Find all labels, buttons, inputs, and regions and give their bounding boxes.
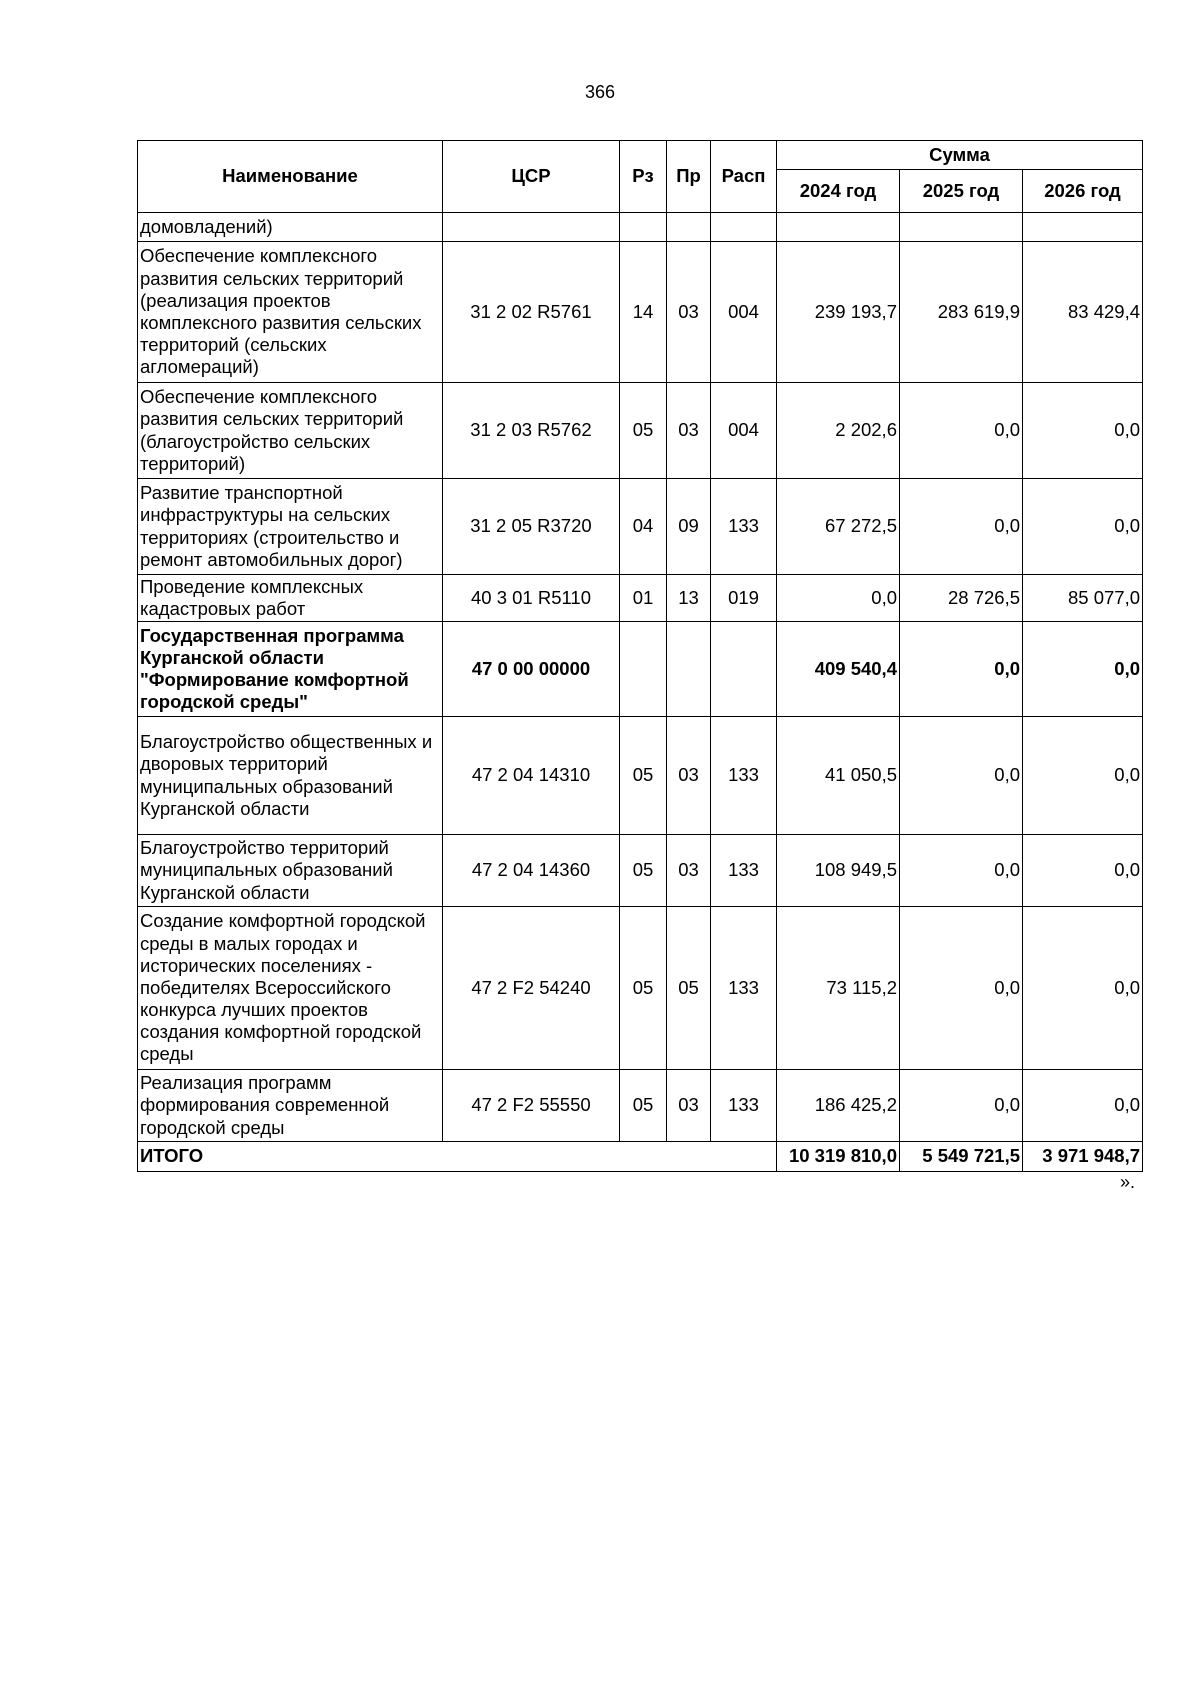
cell-2025: [900, 213, 1023, 242]
cell-2024: 41 050,5: [777, 717, 900, 835]
cell-rasp: 004: [711, 242, 777, 383]
table-row: [138, 622, 1143, 717]
cell-pr: [667, 213, 711, 242]
cell-rasp: [711, 622, 777, 717]
cell-2024: 108 949,5: [777, 835, 900, 907]
cell-2025: 0,0: [900, 479, 1023, 575]
cell-name: Государственная программа Курганской области "Формирование комфортной городской среды": [138, 622, 443, 717]
table-header: [138, 141, 1143, 213]
cell-2026: 0,0: [1023, 479, 1143, 575]
cell-pr: 03: [667, 242, 711, 383]
table-row: [138, 907, 1143, 1070]
cell-2026: 0,0: [1023, 622, 1143, 717]
cell-2026: 85 077,0: [1023, 575, 1143, 622]
cell-rz: [620, 213, 667, 242]
cell-pr: 05: [667, 907, 711, 1070]
cell-name: Благоустройство территорий муниципальных образований Курганской области: [138, 835, 443, 907]
cell-csr: 47 2 F2 55550: [443, 1070, 620, 1142]
cell-csr: 47 2 F2 54240: [443, 907, 620, 1070]
cell-rasp: 133: [711, 907, 777, 1070]
cell-rz: 04: [620, 479, 667, 575]
cell-2025: 283 619,9: [900, 242, 1023, 383]
cell-pr: 03: [667, 383, 711, 479]
cell-2025: 0,0: [900, 717, 1023, 835]
header-2026: 2026 год: [1023, 170, 1143, 213]
cell-rasp: 133: [711, 479, 777, 575]
total-label: ИТОГО: [138, 1142, 777, 1172]
cell-2026: 0,0: [1023, 907, 1143, 1070]
table-row: [138, 717, 1143, 835]
cell-rz: 14: [620, 242, 667, 383]
cell-rasp: 004: [711, 383, 777, 479]
cell-2026: 0,0: [1023, 717, 1143, 835]
cell-rasp: 133: [711, 835, 777, 907]
total-2024: 10 319 810,0: [777, 1142, 900, 1172]
cell-2024: 239 193,7: [777, 242, 900, 383]
cell-name: Реализация программ формирования современной городской среды: [138, 1070, 443, 1142]
total-row: [138, 1142, 1143, 1172]
cell-2025: 0,0: [900, 383, 1023, 479]
cell-rasp: [711, 213, 777, 242]
cell-csr: 31 2 03 R5762: [443, 383, 620, 479]
cell-rz: 05: [620, 835, 667, 907]
table-row: [138, 575, 1143, 622]
cell-2026: 0,0: [1023, 383, 1143, 479]
cell-name: Развитие транспортной инфраструктуры на сельских территориях (строительство и ремонт автомобильных дорог): [138, 479, 443, 575]
cell-name: Обеспечение комплексного развития сельских территорий (реализация проектов комплексного развития сельских территорий (сельских агломераций): [138, 242, 443, 383]
cell-csr: 47 2 04 14360: [443, 835, 620, 907]
total-2025: 5 549 721,5: [900, 1142, 1023, 1172]
cell-csr: 47 2 04 14310: [443, 717, 620, 835]
cell-name: домовладений): [138, 213, 443, 242]
header-name: Наименование: [138, 141, 443, 213]
cell-rz: 01: [620, 575, 667, 622]
header-pr: Пр: [667, 141, 711, 213]
page-number: 366: [584, 82, 616, 102]
cell-pr: [667, 622, 711, 717]
cell-rasp: 133: [711, 717, 777, 835]
table-row: [138, 479, 1143, 575]
budget-table: [137, 140, 1143, 1172]
cell-pr: 03: [667, 835, 711, 907]
cell-name: Обеспечение комплексного развития сельских территорий (благоустройство сельских территорий): [138, 383, 443, 479]
cell-2024: 67 272,5: [777, 479, 900, 575]
cell-2026: 0,0: [1023, 835, 1143, 907]
cell-2026: 0,0: [1023, 1070, 1143, 1142]
table-row: [138, 835, 1143, 907]
cell-pr: 09: [667, 479, 711, 575]
cell-pr: 13: [667, 575, 711, 622]
cell-2026: 83 429,4: [1023, 242, 1143, 383]
cell-2026: [1023, 213, 1143, 242]
cell-2024: 0,0: [777, 575, 900, 622]
cell-2025: 0,0: [900, 622, 1023, 717]
cell-csr: 40 3 01 R5110: [443, 575, 620, 622]
closing-quote-mark: ».: [1120, 1172, 1136, 1192]
cell-pr: 03: [667, 1070, 711, 1142]
cell-2025: 0,0: [900, 907, 1023, 1070]
cell-2024: 73 115,2: [777, 907, 900, 1070]
table-row: [138, 213, 1143, 242]
total-2026: 3 971 948,7: [1023, 1142, 1143, 1172]
cell-rz: 05: [620, 907, 667, 1070]
cell-2024: [777, 213, 900, 242]
cell-2025: 0,0: [900, 835, 1023, 907]
header-2024: 2024 год: [777, 170, 900, 213]
cell-rasp: 019: [711, 575, 777, 622]
cell-2024: 2 202,6: [777, 383, 900, 479]
cell-rz: [620, 622, 667, 717]
cell-2025: 28 726,5: [900, 575, 1023, 622]
cell-rz: 05: [620, 1070, 667, 1142]
cell-name: Проведение комплексных кадастровых работ: [138, 575, 443, 622]
cell-pr: 03: [667, 717, 711, 835]
table-row: [138, 1070, 1143, 1142]
cell-2024: 409 540,4: [777, 622, 900, 717]
header-rasp: Расп: [711, 141, 777, 213]
cell-csr: 31 2 05 R3720: [443, 479, 620, 575]
header-2025: 2025 год: [900, 170, 1023, 213]
cell-name: Создание комфортной городской среды в малых городах и исторических поселениях - победителях Всероссийского конкурса лучших проектов создания комфортной городской среды: [138, 907, 443, 1070]
cell-name: Благоустройство общественных и дворовых территорий муниципальных образований Курганской области: [138, 717, 443, 835]
cell-rasp: 133: [711, 1070, 777, 1142]
header-sum: Сумма: [777, 141, 1143, 170]
header-csr: ЦСР: [443, 141, 620, 213]
cell-2024: 186 425,2: [777, 1070, 900, 1142]
cell-csr: 47 0 00 00000: [443, 622, 620, 717]
cell-2025: 0,0: [900, 1070, 1023, 1142]
cell-rz: 05: [620, 383, 667, 479]
header-rz: Рз: [620, 141, 667, 213]
table-row: [138, 383, 1143, 479]
table-row: [138, 242, 1143, 383]
cell-rz: 05: [620, 717, 667, 835]
cell-csr: 31 2 02 R5761: [443, 242, 620, 383]
cell-csr: [443, 213, 620, 242]
